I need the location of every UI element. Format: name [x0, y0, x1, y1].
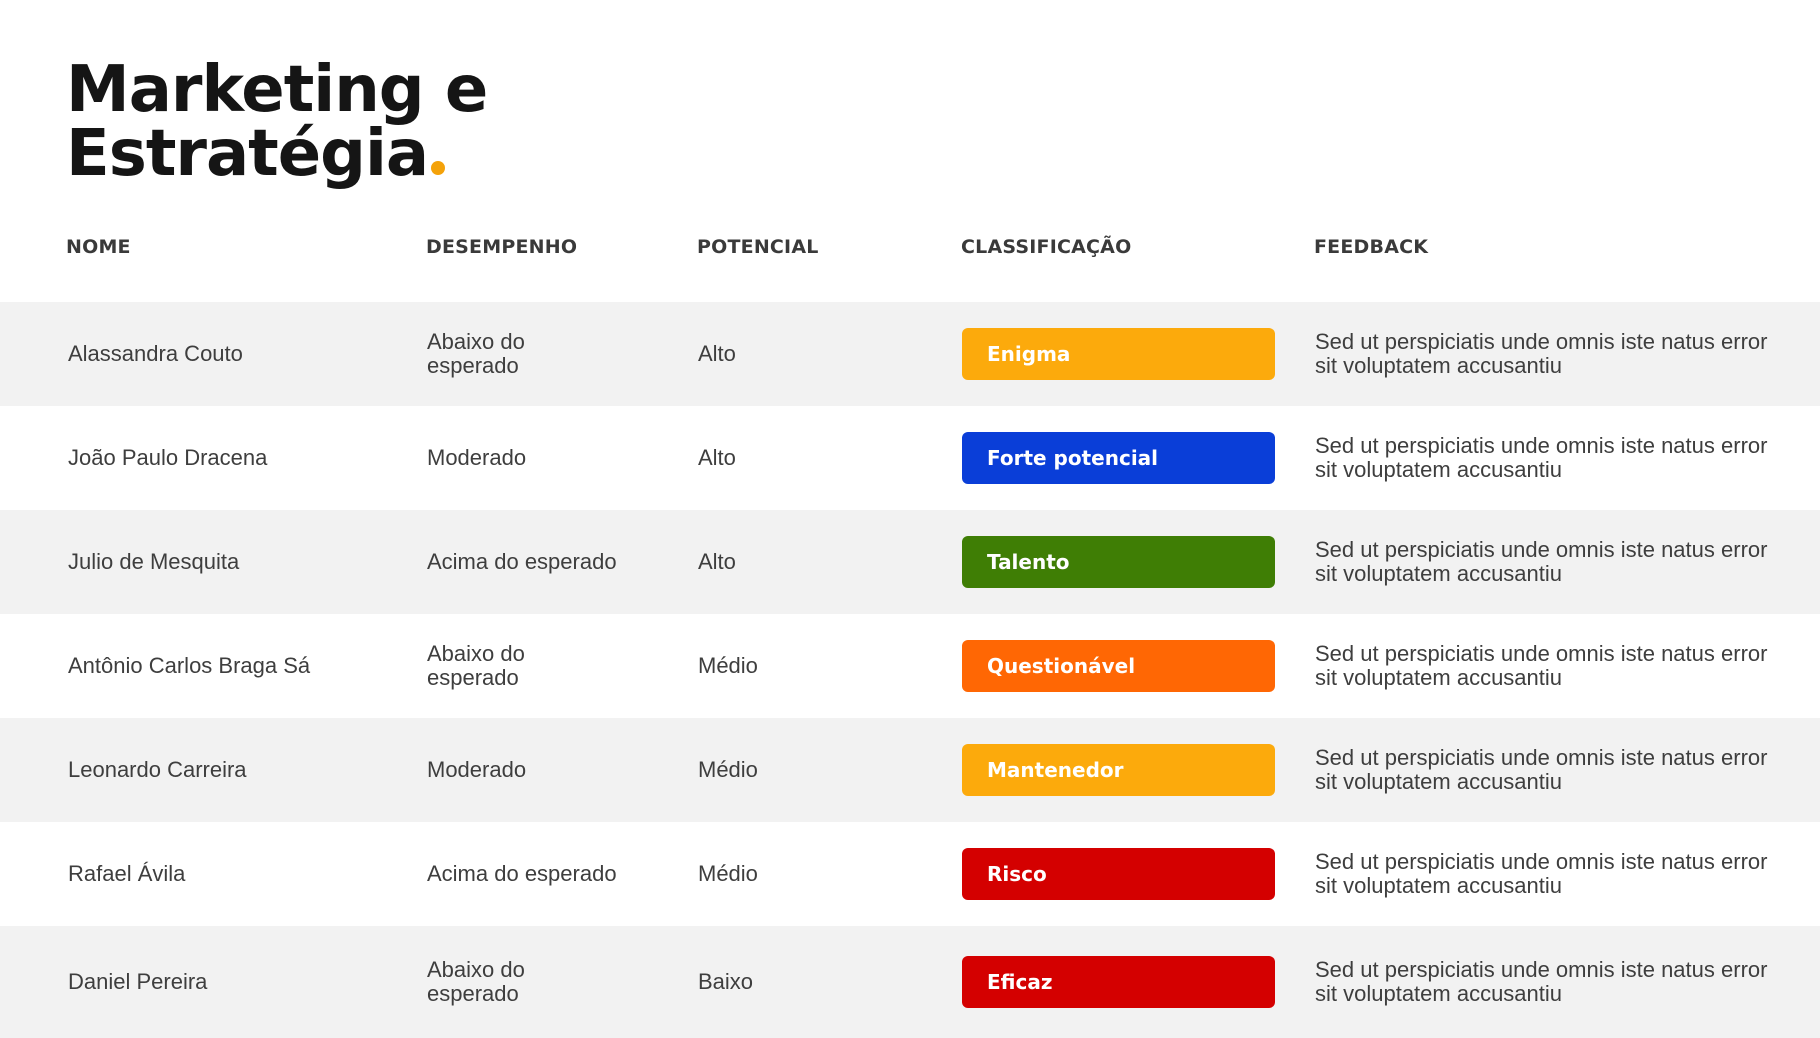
cell-feedback: Sed ut perspiciatis unde omnis iste natus error sit voluptatem accusantiu [1315, 329, 1768, 378]
cell-potential: Médio [698, 861, 758, 886]
cell-performance: Acima do esperado [427, 549, 617, 574]
classification-badge: Enigma [962, 328, 1275, 380]
cell-name: Alassandra Couto [68, 341, 243, 366]
cell-name: Leonardo Carreira [68, 757, 247, 782]
cell-classification [962, 510, 1275, 614]
page-title [66, 53, 488, 191]
cell-name: Julio de Mesquita [68, 549, 240, 574]
cell-classification [962, 406, 1275, 510]
table-row [0, 926, 1820, 1038]
cell-potential: Alto [698, 341, 736, 366]
page-title-line-1: Marketing e [66, 53, 488, 127]
table-header [0, 236, 1820, 272]
cell-name: João Paulo Dracena [68, 445, 268, 470]
cell-performance: Acima do esperado [427, 861, 617, 886]
table-row [0, 302, 1820, 406]
page-title-line-2-text: Estratégia [66, 117, 429, 191]
cell-feedback: Sed ut perspiciatis unde omnis iste natus error sit voluptatem accusantiu [1315, 957, 1768, 1006]
cell-classification [962, 926, 1275, 1038]
cell-potential: Médio [698, 757, 758, 782]
page-title-line-2 [66, 117, 487, 191]
cell-feedback: Sed ut perspiciatis unde omnis iste natus error sit voluptatem accusantiu [1315, 433, 1768, 482]
header-performance: DESEMPENHO [426, 236, 578, 258]
cell-feedback: Sed ut perspiciatis unde omnis iste natus error sit voluptatem accusantiu [1315, 745, 1768, 794]
cell-performance: Moderado [427, 445, 527, 470]
header-feedback: FEEDBACK [1314, 236, 1429, 258]
cell-classification [962, 718, 1275, 822]
cell-potential: Baixo [698, 969, 754, 994]
cell-performance: Moderado [427, 757, 527, 782]
classification-badge: Eficaz [962, 956, 1275, 1008]
table-row [0, 718, 1820, 822]
cell-potential: Alto [698, 445, 736, 470]
cell-potential: Médio [698, 653, 758, 678]
cell-feedback: Sed ut perspiciatis unde omnis iste natus error sit voluptatem accusantiu [1315, 641, 1768, 690]
cell-potential: Alto [698, 549, 736, 574]
classification-badge: Talento [962, 536, 1275, 588]
classification-badge: Risco [962, 848, 1275, 900]
cell-classification [962, 302, 1275, 406]
cell-name: Rafael Ávila [68, 861, 186, 886]
cell-feedback: Sed ut perspiciatis unde omnis iste natus error sit voluptatem accusantiu [1315, 849, 1768, 898]
header-classification: CLASSIFICAÇÃO [961, 236, 1132, 258]
table-row [0, 406, 1820, 510]
table-row [0, 614, 1820, 718]
cell-classification [962, 614, 1275, 718]
cell-performance: Abaixo do esperado [427, 329, 525, 378]
classification-badge: Questionável [962, 640, 1275, 692]
table-row [0, 510, 1820, 614]
classification-badge: Forte potencial [962, 432, 1275, 484]
header-name: NOME [66, 236, 131, 258]
cell-name: Antônio Carlos Braga Sá [68, 653, 311, 678]
cell-performance: Abaixo do esperado [427, 957, 525, 1006]
table-body [0, 302, 1820, 1038]
classification-badge: Mantenedor [962, 744, 1275, 796]
header-potential: POTENCIAL [697, 236, 819, 258]
cell-name: Daniel Pereira [68, 969, 208, 994]
cell-classification [962, 822, 1275, 926]
table-row [0, 822, 1820, 926]
cell-performance: Abaixo do esperado [427, 641, 525, 690]
cell-feedback: Sed ut perspiciatis unde omnis iste natus error sit voluptatem accusantiu [1315, 537, 1768, 586]
title-accent-dot [431, 161, 445, 175]
